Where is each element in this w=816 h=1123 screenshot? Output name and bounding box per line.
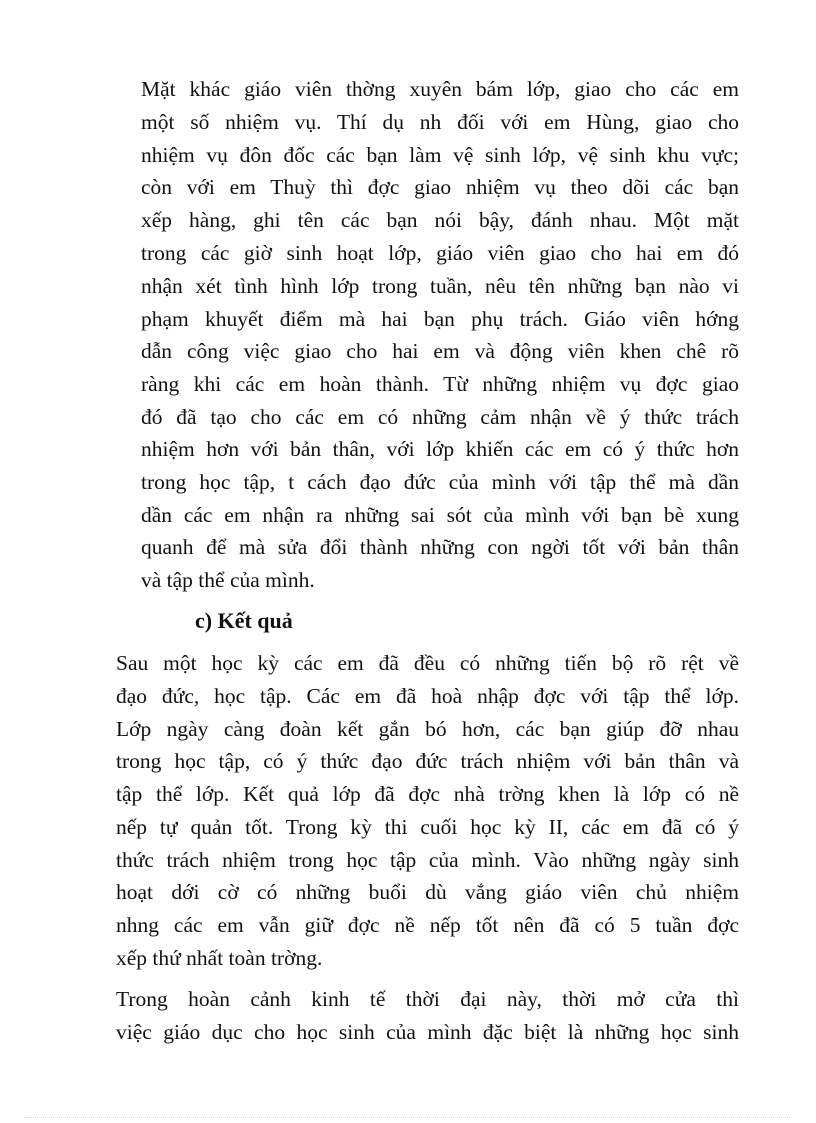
text-line: Mặt khác giáo viên thờng xuyên bám lớp, giao cho các em <box>141 77 739 101</box>
text-line: Trong hoàn cảnh kinh tế thời đại này, thời mở cửa thì <box>116 987 739 1011</box>
text-line: đạo đức, học tập. Các em đã hoà nhập đợc với tập thể lớp. <box>116 684 739 708</box>
text-line: dẫn công việc giao cho hai em và động viên khen chê rõ <box>141 339 739 363</box>
text-line: một số nhiệm vụ. Thí dụ nh đối với em Hùng, giao cho <box>141 110 739 134</box>
text-line: nếp tự quản tốt. Trong kỳ thi cuối học kỳ II, các em đã có ý <box>116 815 739 839</box>
page-bottom-rule <box>24 1117 792 1118</box>
text-line: quanh để mà sửa đổi thành những con ngời tốt với bản thân <box>141 535 739 559</box>
text-line: hoạt dới cờ có những buổi dù vắng giáo viên chủ nhiệm <box>116 880 739 904</box>
text-line: nhiệm vụ đôn đốc các bạn làm vệ sinh lớp, vệ sinh khu vực; <box>141 143 739 167</box>
text-line: ràng khi các em hoàn thành. Từ những nhiệm vụ đợc giao <box>141 372 739 396</box>
text-line: nhiệm hơn với bản thân, với lớp khiến các em có ý thức hơn <box>141 437 739 461</box>
text-line: dần các em nhận ra những sai sót của mình với bạn bè xung <box>141 503 739 527</box>
section-heading: c) Kết quả <box>195 608 293 633</box>
text-line: thức trách nhiệm trong học tập của mình. Vào những ngày sinh <box>116 848 739 872</box>
text-line: trong học tập, có ý thức đạo đức trách nhiệm với bản thân và <box>116 749 739 773</box>
text-line: và tập thể của mình. <box>141 568 315 592</box>
text-line: đó đã tạo cho các em có những cảm nhận về ý thức trách <box>141 405 739 429</box>
text-line: còn với em Thuỳ thì đợc giao nhiệm vụ theo dõi các bạn <box>141 175 739 199</box>
text-line: Sau một học kỳ các em đã đều có những tiến bộ rõ rệt về <box>116 651 739 675</box>
text-line: xếp hàng, ghi tên các bạn nói bậy, đánh nhau. Một mặt <box>141 208 739 232</box>
text-line: nhng các em vẫn giữ đợc nề nếp tốt nên đã có 5 tuần đợc <box>116 913 739 937</box>
text-line: việc giáo dục cho học sinh của mình đặc biệt là những học sinh <box>116 1020 739 1044</box>
text-line: trong học tập, t cách đạo đức của mình với tập thể mà dần <box>141 470 739 494</box>
text-line: Lớp ngày càng đoàn kết gắn bó hơn, các bạn giúp đỡ nhau <box>116 717 739 741</box>
text-line: trong các giờ sinh hoạt lớp, giáo viên giao cho hai em đó <box>141 241 739 265</box>
text-line: nhận xét tình hình lớp trong tuần, nêu tên những bạn nào vi <box>141 274 739 298</box>
text-line: tập thể lớp. Kết quả lớp đã đợc nhà trờng khen là lớp có nề <box>116 782 739 806</box>
text-line: phạm khuyết điểm mà hai bạn phụ trách. Giáo viên hớng <box>141 307 739 331</box>
text-line: xếp thứ nhất toàn trờng. <box>116 946 323 970</box>
